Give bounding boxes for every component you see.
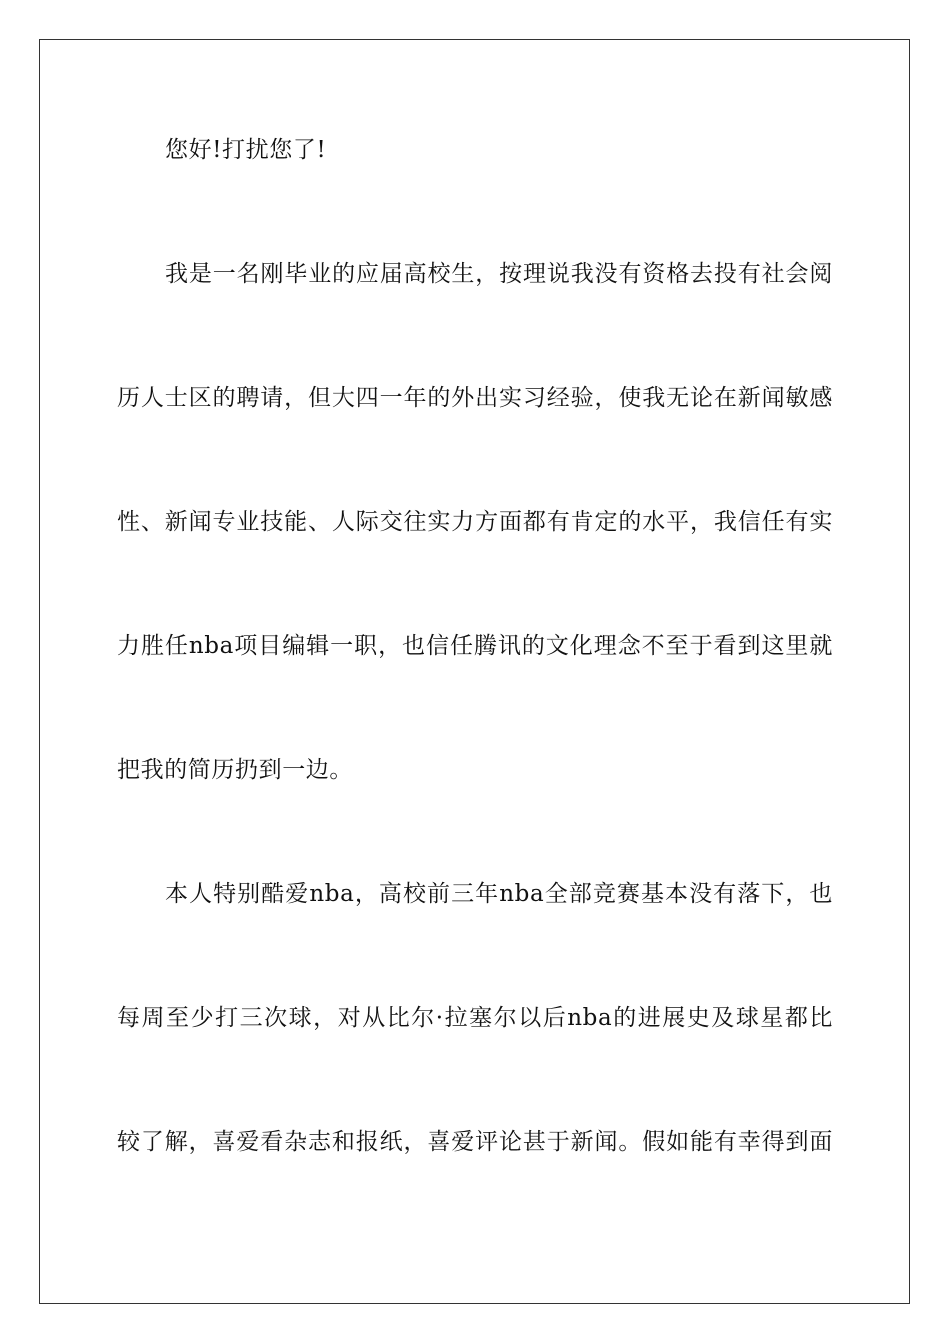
- paragraph-1-line-2: 历人士区的聘请，但大四一年的外出实习经验，使我无论在新闻敏感: [117, 385, 833, 411]
- paragraph-2-line-1: 本人特别酷爱nba，高校前三年nba全部竞赛基本没有落下，也: [165, 881, 833, 907]
- paragraph-1-line-1: 我是一名刚毕业的应届高校生，按理说我没有资格去投有社会阅: [165, 261, 833, 287]
- page-frame: [39, 39, 910, 1304]
- paragraph-1-line-3: 性、新闻专业技能、人际交往实力方面都有肯定的水平，我信任有实: [117, 509, 833, 535]
- paragraph-1-line-5: 把我的简历扔到一边。: [117, 757, 353, 783]
- paragraph-1-line-4: 力胜任nba项目编辑一职，也信任腾讯的文化理念不至于看到这里就: [117, 633, 833, 659]
- paragraph-2-line-3: 较了解，喜爱看杂志和报纸，喜爱评论甚于新闻。假如能有幸得到面: [117, 1129, 833, 1155]
- paragraph-2-line-2: 每周至少打三次球，对从比尔·拉塞尔以后nba的进展史及球星都比: [117, 1005, 833, 1031]
- greeting-line: 您好!打扰您了!: [165, 137, 327, 163]
